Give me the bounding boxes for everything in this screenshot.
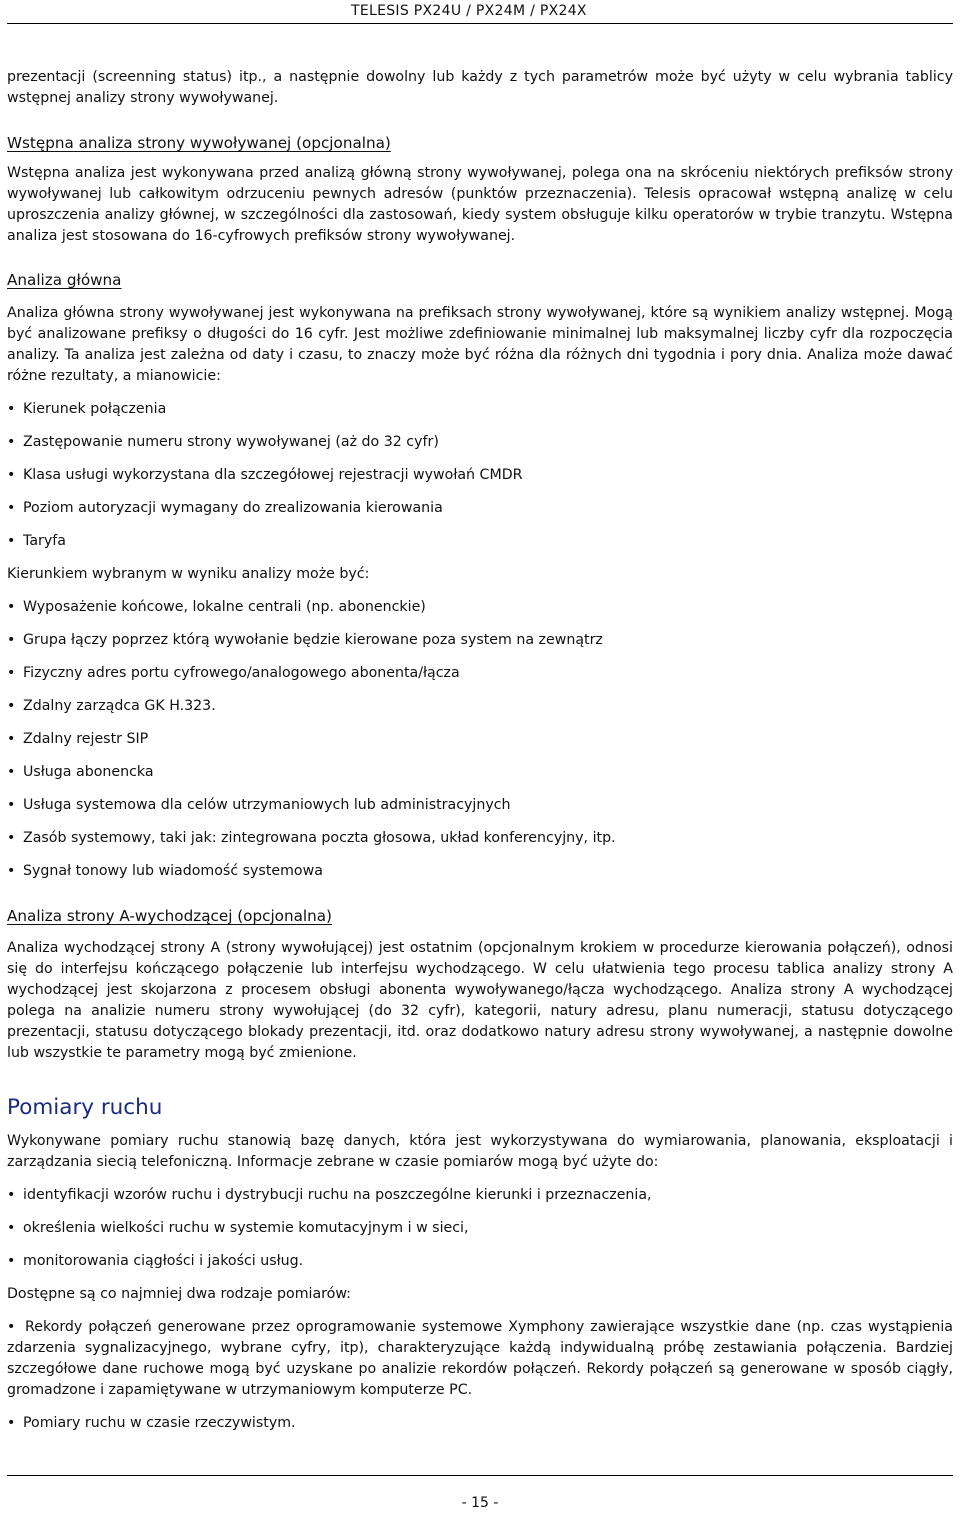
list-item: • Usługa systemowa dla celów utrzymaniowych lub administracyjnych: [7, 795, 953, 816]
list-item: • Pomiary ruchu w czasie rzeczywistym.: [7, 1413, 953, 1434]
results-list: [7, 399, 953, 552]
bullet-icon: •: [7, 863, 16, 879]
list-item: • Wyposażenie końcowe, lokalne centrali (np. abonenckie): [7, 597, 953, 618]
heading-outgoing-analysis: Analiza strony A-wychodzącej (opcjonalna): [7, 907, 332, 925]
bullet-icon: •: [7, 1187, 16, 1203]
list-item: • Kierunek połączenia: [7, 399, 953, 420]
page-content: [7, 67, 953, 1434]
types-intro: Dostępne są co najmniej dwa rodzaje pomiarów:: [7, 1286, 351, 1302]
directions-intro: Kierunkiem wybranym w wyniku analizy może być:: [7, 566, 370, 582]
traffic-paragraph: Wykonywane pomiary ruchu stanowią bazę danych, która jest wykorzystywana do wymiarowania, planowania, eksploatacji i zarządzania siecią telefoniczną. Informacje zebrane w czasie pomiarów mogą być użyte do:: [7, 1133, 953, 1170]
bullet-icon: •: [7, 698, 16, 714]
bullet-icon: •: [7, 500, 16, 516]
bullet-icon: •: [7, 533, 16, 549]
heading-traffic-measurements: Pomiary ruchu: [7, 1095, 163, 1120]
uses-list: [7, 1185, 953, 1272]
list-item: • Zasób systemowy, taki jak: zintegrowana poczta głosowa, układ konferencyjny, itp.: [7, 828, 953, 849]
list-item: • Usługa abonencka: [7, 762, 953, 783]
bullet-icon: •: [7, 401, 16, 417]
list-item: • Zdalny rejestr SIP: [7, 729, 953, 750]
list-item: • Taryfa: [7, 531, 953, 552]
preanalysis-paragraph: Wstępna analiza jest wykonywana przed analizą główną strony wywoływanej, polega ona na skróceniu niektórych prefiksów strony wywoływanej lub całkowitym odrzuceniu pewnych adresów (punktów przeznaczenia). Telesis opracował wstępną analizę w celu uproszczenia analizy głównej, w szczególności dla zastosowań, kiedy system obsługuje kilku operatorów w trybie tranzytu. Wstępna analiza jest stosowana do 16-cyfrowych prefiksów strony wywoływanej.: [7, 165, 953, 244]
document-title: TELESIS PX24U / PX24M / PX24X: [351, 3, 587, 19]
list-item: • Klasa usługi wykorzystana dla szczegółowej rejestracji wywołań CMDR: [7, 465, 953, 486]
list-item: • Zdalny zarządca GK H.323.: [7, 696, 953, 717]
outgoing-analysis-paragraph: Analiza wychodzącej strony A (strony wywołującej) jest ostatnim (opcjonalnym krokiem w procedurze kierowania połączeń), odnosi się do interfejsu kończącego połączenie lub interfejsu wychodzącego. W celu ułatwienia tego procesu tablica analizy strony A wychodzącej jest skojarzona z procesem obsługi abonenta wywoływanego/łącza wychodzącego. Analiza strony A wychodzącej polega na analizie numeru strony wywołującej (do 32 cyfr), kategorii, natury adresu, planu numeracji, statusu dotyczącego prezentacji, statusu dotyczącego blokady prezentacji, itd. oraz dodatkowo natury adresu strony wywoływanej, a następnie dowolne lub wszystkie te parametry mogą być zmienione.: [7, 940, 953, 1061]
list-item: • Grupa łączy poprzez którą wywołanie będzie kierowane poza system na zewnątrz: [7, 630, 953, 651]
list-item: • określenia wielkości ruchu w systemie komutacyjnym i w sieci,: [7, 1218, 953, 1239]
bullet-icon: •: [7, 632, 16, 648]
list-item: • monitorowania ciągłości i jakości usług.: [7, 1251, 953, 1272]
list-item: • Zastępowanie numeru strony wywoływanej (aż do 32 cyfr): [7, 432, 953, 453]
bullet-icon: •: [7, 1319, 16, 1335]
list-item: • Sygnał tonowy lub wiadomość systemowa: [7, 861, 953, 882]
page-header: [0, 0, 960, 22]
directions-list: [7, 597, 953, 882]
page-number: - 15 -: [461, 1495, 499, 1511]
header-divider: [7, 23, 953, 24]
bullet-icon: •: [7, 764, 16, 780]
types-list: [7, 1317, 953, 1434]
bullet-icon: •: [7, 599, 16, 615]
bullet-icon: •: [7, 797, 16, 813]
bullet-icon: •: [7, 665, 16, 681]
bullet-icon: •: [7, 467, 16, 483]
list-item: • identyfikacji wzorów ruchu i dystrybucji ruchu na poszczególne kierunki i przeznaczenia,: [7, 1185, 953, 1206]
bullet-icon: •: [7, 1220, 16, 1236]
intro-paragraph: prezentacji (screenning status) itp., a następnie dowolny lub każdy z tych parametrów może być użyty w celu wybrania tablicy wstępnej analizy strony wywoływanej.: [7, 69, 953, 106]
main-analysis-paragraph: Analiza główna strony wywoływanej jest wykonywana na prefiksach strony wywoływanej, które są wynikiem analizy wstępnej. Mogą być analizowane prefiksy o długości do 16 cyfr. Jest możliwe zdefiniowanie minimalnej lub maksymalnej liczby cyfr dla rozpoczęcia analizy. Ta analiza jest zależna od daty i czasu, to znaczy może być różna dla różnych dni tygodnia i pory dnia. Analiza może dawać różne rezultaty, a mianowicie:: [7, 305, 953, 384]
list-item: • Rekordy połączeń generowane przez oprogramowanie systemowe Xymphony zawierające wszystkie dane (np. czas wystąpienia zdarzenia sygnalizacyjnego, wybrane cyfry, itp), charakteryzujące każdą indywidualną próbę zestawiania połączenia. Bardziej szczegółowe dane ruchowe mogą być uzyskane po analizie rekordów połączeń. Rekordy połączeń są generowane w sposób ciągły, gromadzone i zapamiętywane w utrzymaniowym komputerze PC.: [7, 1319, 953, 1398]
heading-main-analysis: Analiza główna: [7, 271, 122, 289]
list-item: • Poziom autoryzacji wymagany do zrealizowania kierowania: [7, 498, 953, 519]
bullet-icon: •: [7, 1415, 16, 1431]
bullet-icon: •: [7, 830, 16, 846]
bullet-icon: •: [7, 731, 16, 747]
bullet-icon: •: [7, 1253, 16, 1269]
heading-preanalysis: Wstępna analiza strony wywoływanej (opcjonalna): [7, 134, 391, 152]
list-item: • Fizyczny adres portu cyfrowego/analogowego abonenta/łącza: [7, 663, 953, 684]
footer-divider: [7, 1475, 953, 1476]
bullet-icon: •: [7, 434, 16, 450]
